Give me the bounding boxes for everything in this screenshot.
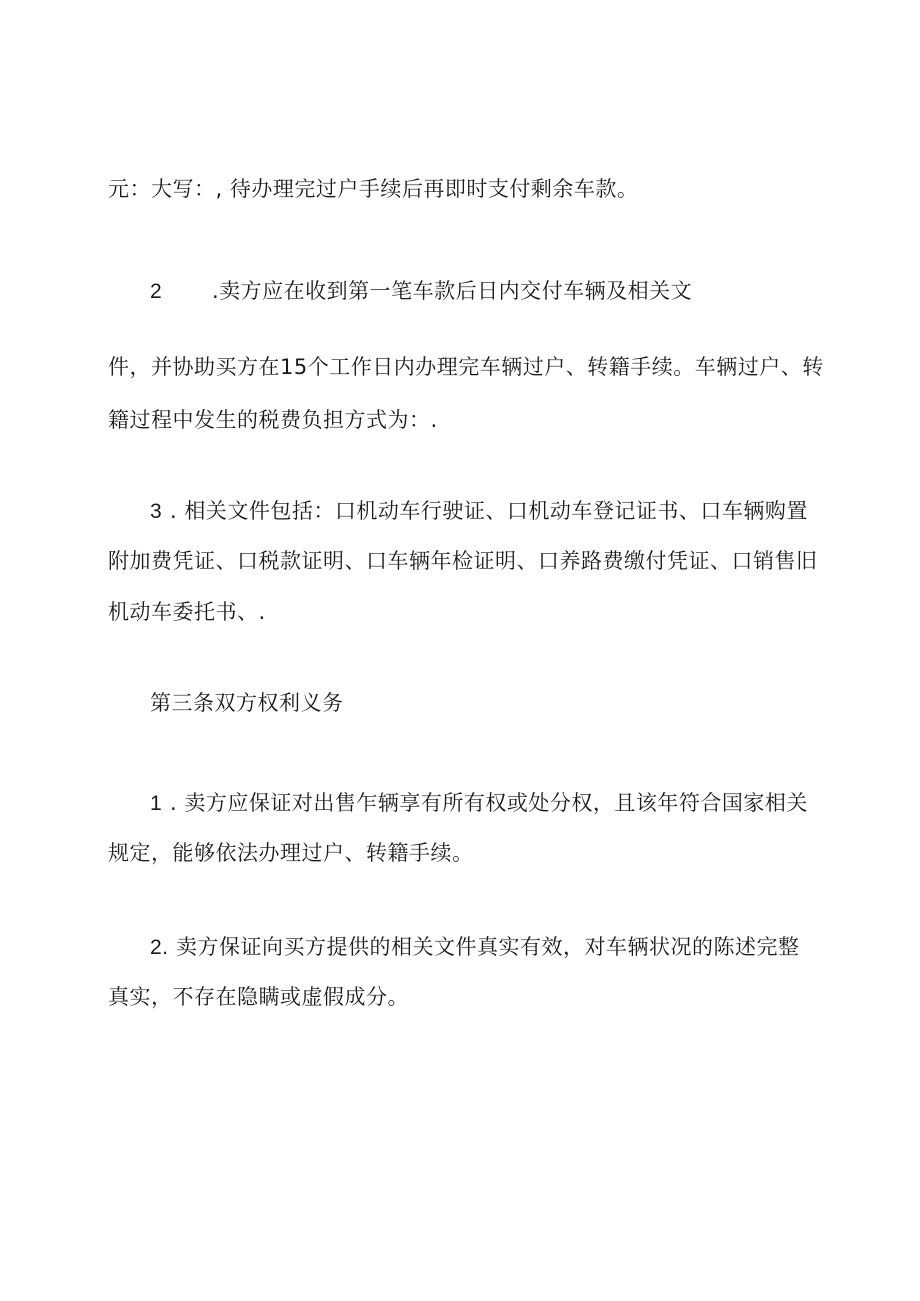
- clause-3-number: 3: [150, 500, 163, 523]
- duty-2-text: 卖方保证向买方提供的相关文件真实有效，对车辆状况的陈述完整: [176, 935, 800, 959]
- duty-2-continuation: 真实，不存在隐瞒或虚假成分。: [108, 985, 409, 1009]
- duty-1-line-2: [108, 838, 474, 868]
- article-title: 第三条双方权利义务: [150, 691, 344, 715]
- clause-2-line-2: [108, 352, 824, 382]
- article-3-title: [150, 688, 344, 718]
- duty-1-text: . 卖方应保证对出售乍辆享有所有权或处分权，且该年符合国家相关: [170, 791, 808, 815]
- clause-2-text: .卖方应在收到第一笔车款后日内交付车辆及相关文: [212, 279, 693, 303]
- clause-3-line-3: [108, 597, 266, 627]
- duty-1-number: 1: [150, 792, 163, 815]
- payment-line: [108, 174, 638, 204]
- clause-3-end: 机动车委托书、.: [108, 600, 266, 624]
- duty-2-heading: [150, 932, 800, 963]
- clause-3-heading: [150, 496, 808, 527]
- duty-1-heading: [150, 788, 808, 819]
- payment-text: 元：大写：, 待办理完过户手续后再即时支付剩余车款。: [108, 177, 639, 201]
- duty-1-continuation: 规定，能够依法办理过户、转籍手续。: [108, 841, 474, 865]
- clause-3-line-2: [108, 546, 818, 576]
- clause-2-continuation: 件，并协助买方在15个工作日内办理完车辆过户、转籍手续。车辆过户、转: [108, 355, 824, 379]
- clause-2-line-3: [108, 405, 438, 435]
- clause-2-number: 2: [150, 280, 163, 303]
- clause-3-text: . 相关文件包括：口机动车行驶证、口机动车登记证书、口车辆购置: [170, 499, 808, 523]
- clause-2-heading: [150, 276, 692, 307]
- duty-2-number: 2.: [150, 936, 169, 959]
- clause-3-continuation: 附加费凭证、口税款证明、口车辆年检证明、口养路费缴付凭证、口销售旧: [108, 549, 818, 573]
- clause-2-tax-line: 籍过程中发生的税费负担方式为：.: [108, 408, 438, 432]
- duty-2-line-2: [108, 982, 409, 1012]
